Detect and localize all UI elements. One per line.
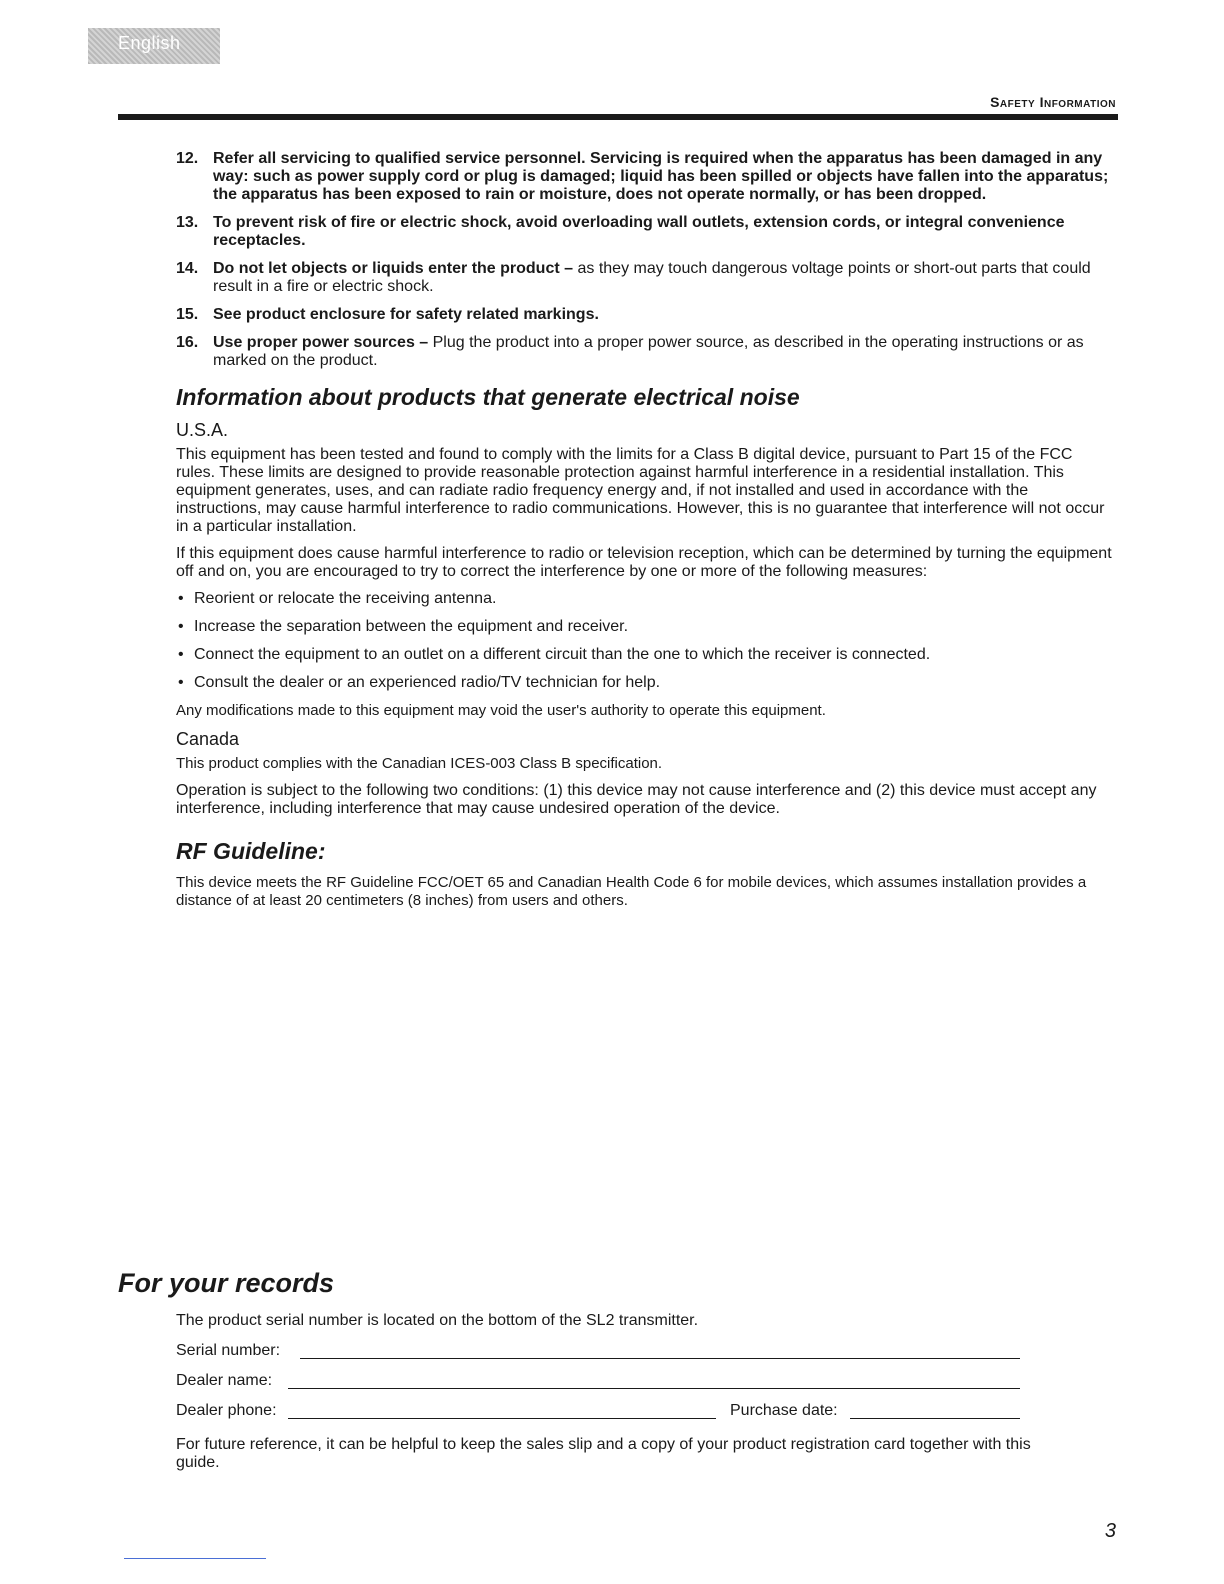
item-text: as they may touch dangerous voltage points or short-out parts that could result in a fire or electric shock. bbox=[213, 260, 1091, 295]
item-bold-text: Do not let objects or liquids enter the product – bbox=[213, 260, 574, 277]
safety-list bbox=[176, 150, 1116, 370]
measure-text: Reorient or relocate the receiving antenna. bbox=[194, 590, 497, 607]
measure-text: Increase the separation between the equipment and receiver. bbox=[194, 618, 629, 635]
language-tab bbox=[88, 28, 220, 64]
records-intro: The product serial number is located on the bottom of the SL2 transmitter. bbox=[176, 1312, 699, 1329]
measure-item bbox=[176, 618, 1116, 636]
safety-item-13 bbox=[176, 214, 1116, 250]
bullet-icon: • bbox=[178, 674, 184, 691]
rf-text: This device meets the RF Guideline FCC/OET 65 and Canadian Health Code 6 for mobile devices, which assumes installation provides a distance of at least 20 centimeters (8 inches) from users and others. bbox=[176, 874, 1087, 909]
serial-number-field[interactable] bbox=[176, 1342, 1076, 1372]
item-number: 12. bbox=[176, 150, 199, 167]
item-number: 15. bbox=[176, 306, 199, 323]
dealer-phone-row bbox=[176, 1402, 1076, 1432]
item-number: 13. bbox=[176, 214, 199, 231]
item-bold-text: Use proper power sources – bbox=[213, 334, 429, 351]
bullet-icon: • bbox=[178, 618, 184, 635]
noise-heading: Information about products that generate electrical noise bbox=[176, 384, 800, 410]
measure-item bbox=[176, 590, 1116, 608]
purchase-date-line[interactable] bbox=[850, 1418, 1020, 1419]
page-number: 3 bbox=[1104, 1520, 1116, 1542]
usa-paragraph-2: If this equipment does cause harmful interference to radio or television reception, which can be determined by turning the equipment off and on, you are encouraged to try to correct the interference by one or more of the following measures: bbox=[176, 545, 1112, 580]
measure-item bbox=[176, 674, 1116, 692]
measures-list bbox=[176, 590, 1116, 692]
dealer-name-label: Dealer name: bbox=[176, 1372, 273, 1389]
measure-text: Connect the equipment to an outlet on a different circuit than the one to which the receiver is connected. bbox=[194, 646, 931, 663]
safety-item-14 bbox=[176, 260, 1116, 296]
bullet-icon: • bbox=[178, 590, 184, 607]
safety-item-16 bbox=[176, 334, 1116, 370]
dealer-phone-label: Dealer phone: bbox=[176, 1402, 277, 1419]
header-rule bbox=[118, 114, 1118, 120]
rf-heading: RF Guideline: bbox=[176, 838, 326, 864]
records-footer-note: For future reference, it can be helpful to keep the sales slip and a copy of your product registration card together with this guide. bbox=[176, 1436, 1031, 1471]
canada-label: Canada bbox=[176, 729, 240, 749]
purchase-date-label: Purchase date: bbox=[730, 1402, 838, 1419]
measure-text: Consult the dealer or an experienced radio/TV technician for help. bbox=[194, 674, 661, 691]
item-number: 16. bbox=[176, 334, 199, 351]
usa-paragraph-1: This equipment has been tested and found to comply with the limits for a Class B digital device, pursuant to Part 15 of the FCC rules. These limits are designed to provide reasonable protection against harmful interference in a residential installation. This equipment generates, uses, and can radiate radio frequency energy and, if not installed and used in accordance with the instructions, may cause harmful interference to radio communications. However, this is no guarantee that interference will not occur in a particular installation. bbox=[176, 446, 1105, 535]
footer-underline bbox=[124, 1558, 266, 1559]
canada-paragraph-1: This product complies with the Canadian ICES-003 Class B specification. bbox=[176, 755, 663, 772]
modifications-note: Any modifications made to this equipment may void the user's authority to operate this equipment. bbox=[176, 702, 826, 719]
item-bold-text: Refer all servicing to qualified service personnel. Servicing is required when the apparatus has been damaged in any way: such as power supply cord or plug is damaged; liquid has been spilled or objects have fallen into the apparatus; the apparatus has been exposed to rain or moisture, does not operate normally, or has been dropped. bbox=[213, 150, 1109, 203]
dealer-phone-line[interactable] bbox=[288, 1418, 716, 1419]
item-text: Plug the product into a proper power source, as described in the operating instructions or as marked on the product. bbox=[213, 334, 1084, 369]
section-title: Safety Information bbox=[990, 94, 1116, 110]
records-section bbox=[176, 1312, 1076, 1484]
item-number: 14. bbox=[176, 260, 199, 277]
main-content bbox=[176, 150, 1116, 919]
bullet-icon: • bbox=[178, 646, 184, 663]
serial-number-line[interactable] bbox=[300, 1358, 1020, 1359]
dealer-name-field[interactable] bbox=[176, 1372, 1076, 1402]
measure-item bbox=[176, 646, 1116, 664]
item-bold-text: To prevent risk of fire or electric shock, avoid overloading wall outlets, extension cords, or integral convenience receptacles. bbox=[213, 214, 1065, 249]
records-heading: For your records bbox=[118, 1268, 335, 1298]
safety-item-15 bbox=[176, 306, 1116, 324]
item-bold-text: See product enclosure for safety related markings. bbox=[213, 306, 599, 323]
canada-paragraph-2: Operation is subject to the following two conditions: (1) this device may not cause interference and (2) this device must accept any interference, including interference that may cause undesired operation of the device. bbox=[176, 782, 1097, 817]
usa-label: U.S.A. bbox=[176, 420, 229, 440]
serial-number-label: Serial number: bbox=[176, 1342, 281, 1359]
dealer-name-line[interactable] bbox=[288, 1388, 1020, 1389]
safety-item-12 bbox=[176, 150, 1116, 204]
language-tab-label: English bbox=[118, 33, 181, 53]
